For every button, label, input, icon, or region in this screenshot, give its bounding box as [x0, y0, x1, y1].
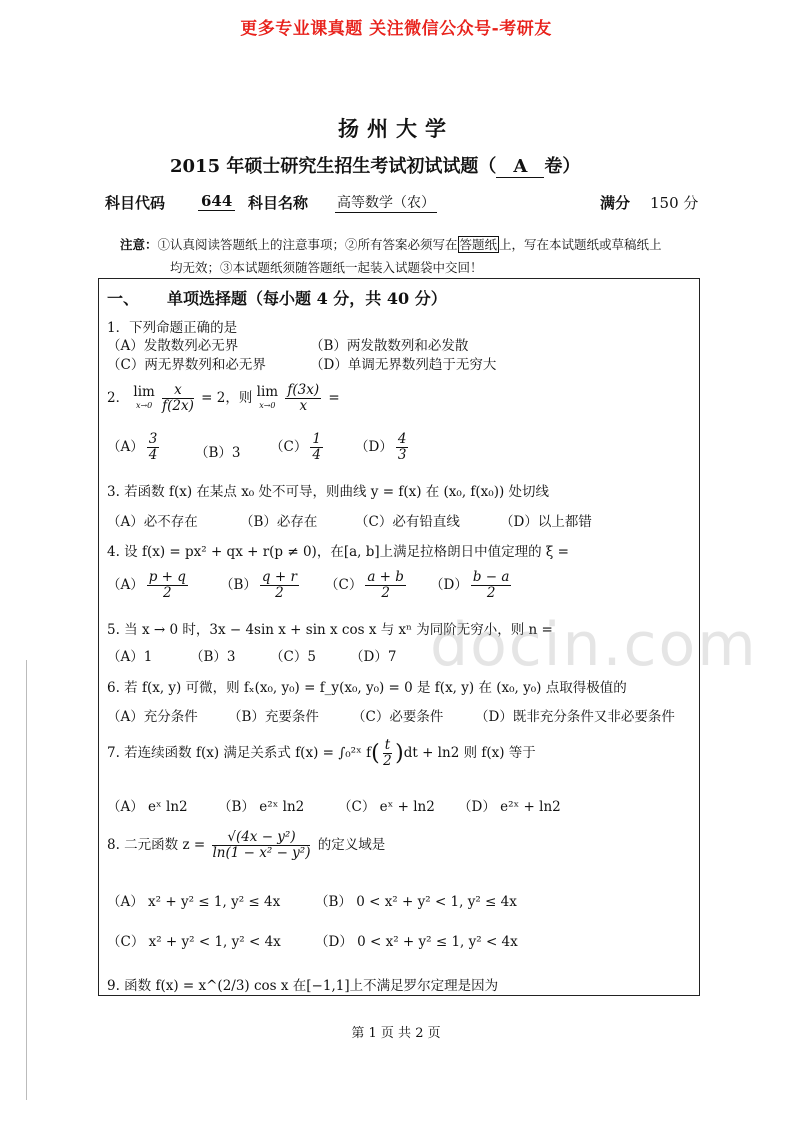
- q1-option-c: （C）两无界数列和必无界: [107, 357, 266, 373]
- q3-option-b: （B）必存在: [240, 514, 318, 530]
- q7-stem: 7. 若连续函数 f(x) 满足关系式 f(x) = ∫₀²ˣ f( $\frac{t}{2}$ )dt + ln2 则 f(x) 等于: [107, 737, 536, 769]
- subject-name-label: 科目名称: [248, 194, 309, 212]
- q4-option-a: （A） $\frac{p + q}{2}$: [107, 569, 186, 601]
- q2-stem-end: =: [328, 390, 340, 406]
- q1-option-b: （B）两发散数列和必发散: [310, 338, 469, 354]
- q1-stem: 1．下列命题正确的是: [107, 320, 238, 336]
- scan-edge-line: [26, 660, 27, 1100]
- subject-name: 高等数学（农）: [335, 192, 437, 213]
- notice: [120, 233, 710, 279]
- q2-option-c: （C） $\frac{1}{4}$: [270, 431, 321, 463]
- q2-fraction-1: $\frac{x}{f(2x)}$: [162, 382, 194, 414]
- q3-option-a: （A）必不存在: [107, 514, 198, 530]
- exam-title-prefix: 2015 年硕士研究生招生考试初试试题（: [170, 156, 497, 177]
- watermark: docin.com: [430, 610, 758, 680]
- section-heading: [107, 286, 447, 309]
- full-score: 150 分: [650, 194, 699, 212]
- q8-option-a: （A） x² + y² ≤ 1, y² ≤ 4x: [107, 894, 281, 910]
- q8-stem: [107, 830, 385, 861]
- q8-fraction: $\frac{\text{√(4x − y²)}}{\text{ln(1 − x² − y²)}}$: [212, 829, 311, 861]
- q6-option-b: （B）充要条件: [228, 709, 319, 725]
- q3-option-c: （C）必有铅直线: [355, 514, 460, 530]
- q7-stem-a: 7. 若连续函数 f(x) 满足关系式 f(x) = ∫₀²ˣ f: [107, 745, 372, 761]
- page-footer: 第 1 页 共 2 页: [351, 1026, 441, 1041]
- notice-text-1: ①认真阅读答题纸上的注意事项；②所有答案必须写在: [157, 237, 458, 252]
- q2-limit-1: lim x→0: [133, 383, 155, 410]
- section-number: 一、: [107, 289, 140, 308]
- university-name: 扬州大学: [338, 116, 454, 141]
- q2-stem-mid: = 2，则: [201, 390, 253, 406]
- q8-option-c: （C） x² + y² < 1, y² < 4x: [107, 934, 281, 950]
- q4-option-b: （B） $\frac{q + r}{2}$: [220, 569, 297, 601]
- q5-option-c: （C）5: [270, 649, 316, 665]
- q5-option-d: （D）7: [350, 649, 397, 665]
- q6-option-a: （A）充分条件: [107, 709, 198, 725]
- q7-option-c: （C） eˣ + ln2: [338, 799, 435, 815]
- q9-stem: 9. 函数 f(x) = x^(2/3) cos x 在[−1,1]上不满足罗尔定理是因为: [107, 978, 499, 994]
- q7-option-b: （B） e²ˣ ln2: [218, 799, 305, 815]
- q4-option-d: （D） $\frac{b - a}{2}$: [430, 569, 510, 601]
- q8-option-b: （B） 0 < x² + y² < 1, y² ≤ 4x: [315, 894, 517, 910]
- q7-option-d: （D） e²ˣ + ln2: [458, 799, 561, 815]
- subject-code-label: 科目代码: [105, 194, 166, 212]
- q1-option-d: （D）单调无界数列趋于无穷大: [310, 357, 497, 373]
- q6-option-c: （C）必要条件: [352, 709, 444, 725]
- q7-stem-b: dt + ln2 则 f(x) 等于: [403, 745, 536, 761]
- q2-stem: [107, 383, 340, 414]
- q2-number: 2．: [107, 390, 130, 406]
- notice-line-2: 均无效；③本试题纸须随答题纸一起装入试题袋中交回！: [170, 260, 483, 275]
- q2-fraction-2: $\frac{f(3x)}{x}$: [287, 382, 320, 414]
- q8-stem-b: 的定义域是: [317, 837, 386, 853]
- q5-option-b: （B）3: [190, 649, 236, 665]
- notice-boxed: 答题纸: [459, 237, 498, 252]
- q2-option-b: （B）3: [195, 445, 241, 461]
- q6-option-d: （D）既非充分条件又非必要条件: [475, 709, 675, 725]
- full-score-label: 满分: [600, 194, 631, 212]
- paper-type: A: [496, 156, 544, 178]
- q5-option-a: （A）1: [107, 649, 153, 665]
- q6-stem: 6. 若 f(x, y) 可微，则 fₓ(x₀, y₀) = f_y(x₀, y₀) = 0 是 f(x, y) 在 (x₀, y₀) 点取得极值的: [107, 680, 627, 696]
- subject-code: 644: [198, 192, 235, 211]
- q2-limit-2: lim x→0: [256, 383, 279, 410]
- q4-option-c: （C） $\frac{a + b}{2}$: [325, 569, 404, 601]
- q8-stem-a: 8. 二元函数 z =: [107, 837, 206, 853]
- q7-option-a: （A） eˣ ln2: [107, 799, 188, 815]
- q3-stem: 3. 若函数 f(x) 在某点 x₀ 处不可导，则曲线 y = f(x) 在 (x₀, f(x₀)) 处切线: [107, 484, 550, 500]
- section-title: 单项选择题（每小题 4 分，共 40 分）: [167, 289, 447, 308]
- q2-option-d: （D） $\frac{4}{3}$: [355, 431, 407, 463]
- notice-text-2: 上，写在本试题纸或草稿纸上: [499, 237, 662, 252]
- exam-title-suffix: 卷）: [544, 156, 581, 177]
- promo-banner: 更多专业课真题 关注微信公众号-考研友: [240, 19, 552, 39]
- notice-label: 注意：: [120, 237, 158, 252]
- q2-option-a: （A） $\frac{3}{4}$: [107, 431, 158, 463]
- exam-title: [170, 152, 580, 178]
- q3-option-d: （D）以上都错: [500, 514, 592, 530]
- q1-option-a: （A）发散数列必无界: [107, 338, 239, 354]
- q4-stem: 4. 设 f(x) = px² + qx + r(p ≠ 0)，在[a, b]上满足拉格朗日中值定理的 ξ =: [107, 544, 569, 560]
- q5-stem: 5. 当 x → 0 时，3x − 4sin x + sin x cos x 与 xⁿ 为同阶无穷小，则 n =: [107, 622, 553, 638]
- q8-option-d: （D） 0 < x² + y² ≤ 1, y² < 4x: [315, 934, 518, 950]
